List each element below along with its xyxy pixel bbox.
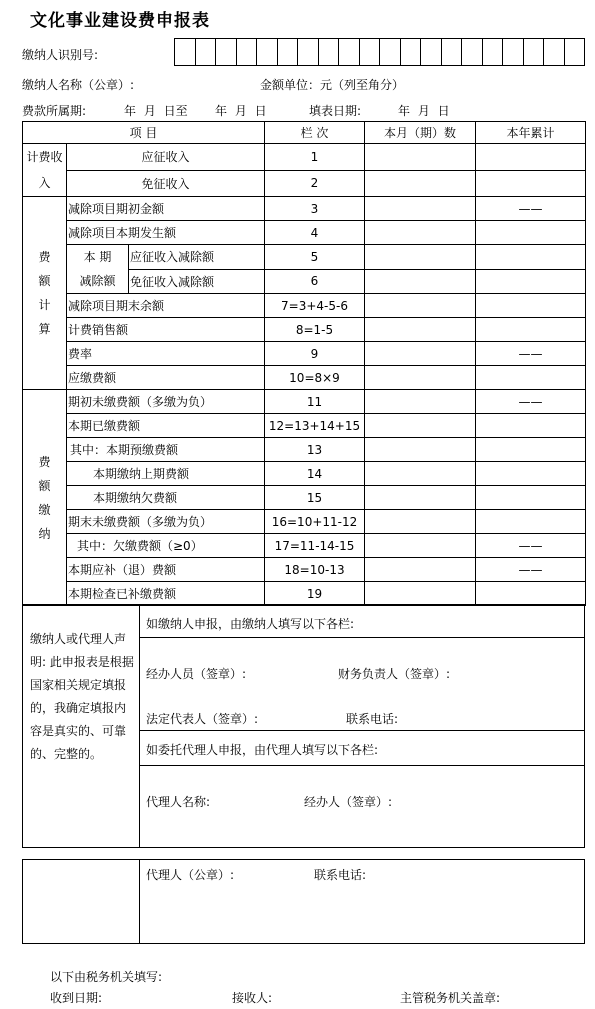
- section-calc-char: 计: [38, 298, 51, 312]
- row-number: 15: [265, 486, 365, 510]
- section-pay-label: [23, 390, 67, 606]
- taxpayer-id-cell[interactable]: [483, 39, 504, 65]
- fill-date-value: 年 月 日: [398, 104, 450, 118]
- section-pay-char: 缴: [38, 502, 51, 517]
- row-label: 应缴费额: [67, 366, 265, 390]
- agent-note: 如委托代理人申报，由代理人填写以下各栏:: [146, 743, 379, 757]
- row-number: 13: [265, 438, 365, 462]
- row-label: 减除项目本期发生额: [67, 221, 265, 245]
- period-from: 年 月 日至: [124, 104, 188, 118]
- taxpayer-id-cell[interactable]: [339, 39, 360, 65]
- section-calc-char: 算: [38, 322, 51, 336]
- row-month-cell[interactable]: [365, 438, 476, 462]
- row-label: 减除项目期初金额: [67, 197, 265, 221]
- row-number: 16=10+11-12: [265, 510, 365, 534]
- row-ytd-cell[interactable]: [476, 269, 586, 294]
- col-header-year: 本年累计: [476, 122, 586, 144]
- receiver-label[interactable]: 接收人:: [232, 991, 273, 1005]
- row-month-cell[interactable]: [365, 558, 476, 582]
- row-number: 9: [265, 342, 365, 366]
- declaration-rule: [139, 637, 585, 638]
- row-label: 免征收入: [67, 170, 265, 197]
- row-label: 期末未缴费额（多缴为负）: [67, 510, 265, 534]
- taxpayer-id-cell[interactable]: [524, 39, 545, 65]
- row-month-cell[interactable]: [365, 144, 476, 171]
- finance-signature-label[interactable]: 财务负责人（签章）:: [338, 667, 451, 681]
- row-ytd-cell[interactable]: [476, 318, 586, 342]
- received-date-label[interactable]: 收到日期:: [50, 991, 103, 1005]
- taxpayer-id-cell[interactable]: [319, 39, 340, 65]
- row-month-cell[interactable]: [365, 534, 476, 558]
- agent-seal-label[interactable]: 代理人（公章）:: [146, 868, 235, 882]
- row-ytd-cell[interactable]: [476, 144, 586, 171]
- row-month-cell[interactable]: [365, 294, 476, 318]
- row-number: 10=8×9: [265, 366, 365, 390]
- row-ytd-cell[interactable]: ——: [476, 558, 586, 582]
- taxpayer-id-cell[interactable]: [442, 39, 463, 65]
- row-ytd-cell[interactable]: ——: [476, 197, 586, 221]
- row-number: 12=13+14+15: [265, 414, 365, 438]
- col-header-item: 项 目: [23, 122, 265, 144]
- row-ytd-cell[interactable]: [476, 294, 586, 318]
- taxpayer-id-cell[interactable]: [298, 39, 319, 65]
- section-pay-char: 纳: [38, 526, 51, 541]
- row-month-cell[interactable]: [365, 221, 476, 245]
- agent-handler-label[interactable]: 经办人（签章）:: [304, 795, 393, 809]
- tax-office-note: 以下由税务机关填写:: [50, 970, 163, 984]
- row-month-cell[interactable]: [365, 462, 476, 486]
- section-calc-label: [23, 197, 67, 390]
- row-month-cell[interactable]: [365, 582, 476, 606]
- row-number: 6: [265, 269, 365, 294]
- taxpayer-id-cell[interactable]: [421, 39, 442, 65]
- row-label: 本期缴纳上期费额: [67, 462, 265, 486]
- section-pay-char: 额: [38, 478, 51, 493]
- declaration-statement: 缴纳人或代理人声明: 此申报表是根据国家相关规定填报的，我确定填报内容是真实的、可靠的、完整的。: [30, 632, 134, 761]
- taxpayer-id-cell[interactable]: [544, 39, 565, 65]
- amount-unit-label: 金额单位：元（列至角分）: [260, 78, 405, 92]
- taxpayer-id-boxes[interactable]: [174, 38, 585, 66]
- taxpayer-id-cell[interactable]: [503, 39, 524, 65]
- taxpayer-id-cell[interactable]: [462, 39, 483, 65]
- row-ytd-cell[interactable]: ——: [476, 390, 586, 414]
- row-label: 期初未缴费额（多缴为负）: [67, 390, 265, 414]
- row-label: 本期已缴费额: [67, 414, 265, 438]
- row-label: 费率: [67, 342, 265, 366]
- row-month-cell[interactable]: [365, 318, 476, 342]
- taxpayer-id-cell[interactable]: [196, 39, 217, 65]
- row-label: 应征收入减除额: [129, 245, 265, 270]
- section-income-label: 计费收入: [23, 144, 67, 197]
- row-month-cell[interactable]: [365, 414, 476, 438]
- row-number: 7=3+4-5-6: [265, 294, 365, 318]
- row-ytd-cell[interactable]: [476, 438, 586, 462]
- deduction-group-label-1: 本 期: [83, 250, 112, 264]
- taxpayer-id-cell[interactable]: [257, 39, 278, 65]
- section-calc-char: 额: [38, 274, 51, 288]
- period-to: 年 月 日: [215, 104, 267, 118]
- row-label: 其中：欠缴费额（≥0）: [67, 534, 265, 558]
- row-label: 本期检查已补缴费额: [67, 582, 265, 606]
- period-label: 费款所属期:: [22, 104, 87, 118]
- row-month-cell[interactable]: [365, 390, 476, 414]
- row-label: 应征收入: [67, 144, 265, 171]
- declaration-rule: [139, 765, 585, 766]
- deduction-group-label-2: 减除额: [79, 274, 116, 288]
- declaration-table: [22, 121, 586, 606]
- taxpayer-id-cell[interactable]: [175, 39, 196, 65]
- row-month-cell[interactable]: [365, 170, 476, 197]
- row-number: 19: [265, 582, 365, 606]
- handler-signature-label[interactable]: 经办人员（签章）:: [146, 667, 247, 681]
- col-header-month: 本月（期）数: [365, 122, 476, 144]
- agent-name-label[interactable]: 代理人名称:: [146, 795, 211, 809]
- deduction-group-label: [67, 245, 129, 294]
- authority-seal-label[interactable]: 主管税务机关盖章:: [400, 991, 501, 1005]
- row-number: 17=11-14-15: [265, 534, 365, 558]
- row-ytd-cell[interactable]: ——: [476, 534, 586, 558]
- taxpayer-name-label: 缴纳人名称（公章）:: [22, 78, 135, 92]
- row-ytd-cell[interactable]: [476, 510, 586, 534]
- row-number: 11: [265, 390, 365, 414]
- declaration-rule: [139, 730, 585, 731]
- row-month-cell[interactable]: [365, 366, 476, 390]
- section-calc-char: 费: [38, 250, 51, 264]
- taxpayer-id-cell[interactable]: [401, 39, 422, 65]
- row-ytd-cell[interactable]: [476, 170, 586, 197]
- row-number: 8=1-5: [265, 318, 365, 342]
- row-ytd-cell[interactable]: [476, 221, 586, 245]
- row-month-cell[interactable]: [365, 486, 476, 510]
- taxpayer-id-cell[interactable]: [565, 39, 586, 65]
- row-number: 4: [265, 221, 365, 245]
- taxpayer-id-cell[interactable]: [237, 39, 258, 65]
- row-label: 本期应补（退）费额: [67, 558, 265, 582]
- row-number: 3: [265, 197, 365, 221]
- row-number: 5: [265, 245, 365, 270]
- col-header-line: 栏 次: [265, 122, 365, 144]
- row-ytd-cell[interactable]: ——: [476, 342, 586, 366]
- row-ytd-cell[interactable]: [476, 414, 586, 438]
- row-number: 18=10-13: [265, 558, 365, 582]
- row-month-cell[interactable]: [365, 245, 476, 270]
- taxpayer-id-cell[interactable]: [216, 39, 237, 65]
- row-ytd-cell[interactable]: [476, 366, 586, 390]
- row-month-cell[interactable]: [365, 342, 476, 366]
- row-number: 14: [265, 462, 365, 486]
- row-ytd-cell[interactable]: [476, 462, 586, 486]
- row-label: 其中：本期预缴费额: [67, 438, 265, 462]
- section-pay-char: 费: [38, 454, 51, 469]
- taxpayer-id-label: 缴纳人识别号:: [22, 48, 99, 62]
- row-ytd-cell[interactable]: [476, 245, 586, 270]
- declaration-divider: [139, 604, 140, 848]
- taxpayer-id-cell[interactable]: [380, 39, 401, 65]
- fill-date-label: 填表日期:: [309, 104, 362, 118]
- agent-contact-label[interactable]: 联系电话:: [314, 868, 367, 882]
- contact-phone-label[interactable]: 联系电话:: [346, 712, 399, 726]
- taxpayer-id-cell[interactable]: [278, 39, 299, 65]
- row-ytd-cell[interactable]: [476, 582, 586, 606]
- row-label: 减除项目期末余额: [67, 294, 265, 318]
- legal-rep-signature-label[interactable]: 法定代表人（签章）:: [146, 712, 259, 726]
- agent-box-divider: [139, 859, 140, 944]
- taxpayer-note: 如缴纳人申报，由缴纳人填写以下各栏:: [146, 617, 355, 631]
- row-ytd-cell[interactable]: [476, 486, 586, 510]
- row-label: 本期缴纳欠费额: [67, 486, 265, 510]
- row-number: 2: [265, 170, 365, 197]
- row-month-cell[interactable]: [365, 269, 476, 294]
- agent-box: [22, 859, 585, 944]
- page-title: 文化事业建设费申报表: [30, 11, 210, 31]
- row-month-cell[interactable]: [365, 510, 476, 534]
- taxpayer-id-cell[interactable]: [360, 39, 381, 65]
- row-label: 免征收入减除额: [129, 269, 265, 294]
- row-label: 计费销售额: [67, 318, 265, 342]
- row-month-cell[interactable]: [365, 197, 476, 221]
- row-number: 1: [265, 144, 365, 171]
